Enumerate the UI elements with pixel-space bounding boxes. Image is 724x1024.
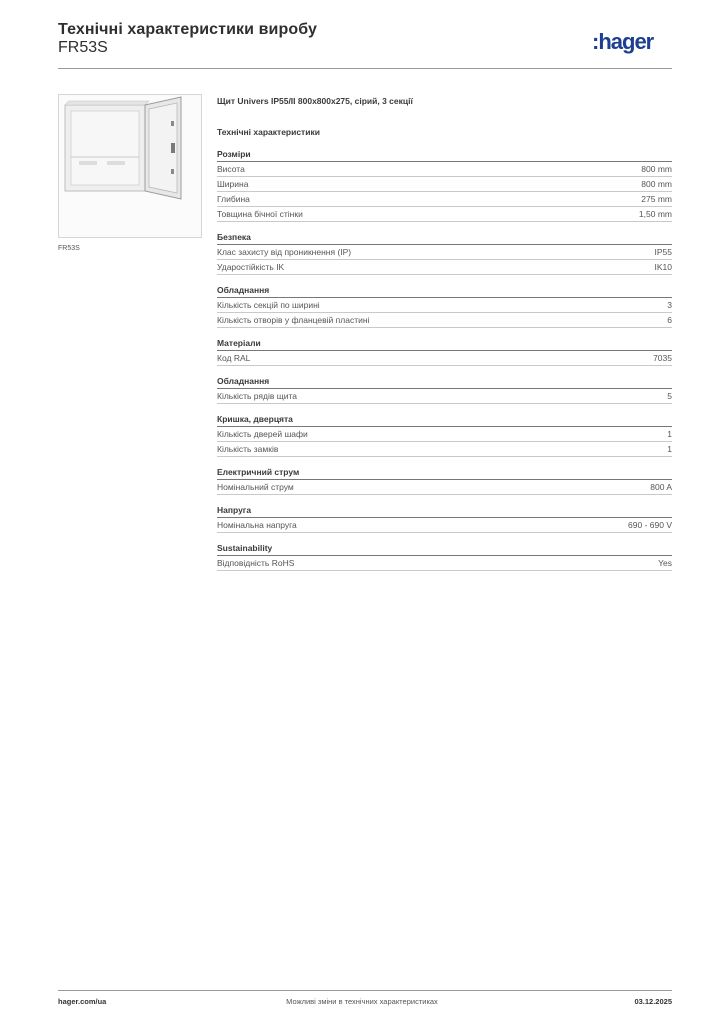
spec-value: 800 mm — [641, 179, 672, 189]
spec-row — [217, 427, 672, 442]
spec-group — [217, 230, 672, 275]
spec-label: Висота — [217, 164, 245, 174]
spec-row — [217, 162, 672, 177]
hager-logo: :hager — [592, 29, 654, 54]
spec-value: 275 mm — [641, 194, 672, 204]
spec-label: Ударостійкість IK — [217, 262, 285, 272]
footer-date: 03.12.2025 — [634, 997, 672, 1006]
section-title: Технічні характеристики — [217, 127, 320, 137]
spec-group — [217, 336, 672, 366]
spec-value: 1 — [667, 444, 672, 454]
enclosure-illustration — [59, 95, 201, 237]
spec-label: Ширина — [217, 179, 249, 189]
spec-group — [217, 503, 672, 533]
spec-row — [217, 480, 672, 495]
spec-value: 800 A — [650, 482, 672, 492]
spec-label: Клас захисту від проникнення (IP) — [217, 247, 352, 257]
spec-value: 1 — [667, 429, 672, 439]
spec-value: 800 mm — [641, 164, 672, 174]
spec-group-title: Безпека — [217, 230, 672, 245]
spec-group-title: Напруга — [217, 503, 672, 518]
spec-value: 1,50 mm — [638, 209, 672, 219]
spec-label: Номінальна напруга — [217, 520, 297, 530]
spec-label: Номінальний струм — [217, 482, 294, 492]
spec-label: Код RAL — [217, 353, 251, 363]
spec-value: Yes — [658, 558, 672, 568]
spec-group-title: Sustainability — [217, 541, 672, 556]
spec-group-title: Кришка, дверцята — [217, 412, 672, 427]
spec-row — [217, 351, 672, 366]
spec-group — [217, 412, 672, 457]
spec-label: Товщина бічної стінки — [217, 209, 303, 219]
spec-group — [217, 465, 672, 495]
spec-value: 6 — [667, 315, 672, 325]
spec-group — [217, 283, 672, 328]
spec-row — [217, 313, 672, 328]
page-title: Технічні характеристики виробу — [58, 21, 317, 38]
spec-row — [217, 556, 672, 571]
spec-row — [217, 177, 672, 192]
spec-group — [217, 541, 672, 571]
image-caption: FR53S — [58, 245, 80, 252]
spec-label: Кількість рядів щита — [217, 391, 297, 401]
spec-label: Глибина — [217, 194, 250, 204]
spec-groups — [217, 147, 672, 571]
spec-group-title: Матеріали — [217, 336, 672, 351]
spec-sheet — [217, 94, 672, 571]
spec-value: 5 — [667, 391, 672, 401]
spec-value: 7035 — [653, 353, 672, 363]
spec-row — [217, 207, 672, 222]
header-divider — [58, 68, 672, 69]
spec-value: IK10 — [654, 262, 672, 272]
spec-row — [217, 442, 672, 457]
spec-row — [217, 260, 672, 275]
product-image — [58, 94, 202, 238]
product-code: FR53S — [58, 39, 108, 56]
spec-group — [217, 374, 672, 404]
spec-group-title: Обладнання — [217, 283, 672, 298]
spec-group-title: Електричний струм — [217, 465, 672, 480]
spec-label: Кількість замків — [217, 444, 279, 454]
spec-row — [217, 389, 672, 404]
spec-label: Кількість секцій по ширині — [217, 300, 320, 310]
spec-value: 3 — [667, 300, 672, 310]
spec-label: Кількість дверей шафи — [217, 429, 308, 439]
spec-row — [217, 518, 672, 533]
spec-group — [217, 147, 672, 222]
spec-row — [217, 192, 672, 207]
spec-row — [217, 245, 672, 260]
spec-group-title: Розміри — [217, 147, 672, 162]
product-name: Щит Univers IP55/II 800x800x275, сірий, 3 секції — [217, 96, 413, 106]
spec-group-title: Обладнання — [217, 374, 672, 389]
spec-value: IP55 — [654, 247, 672, 257]
spec-value: 690 - 690 V — [628, 520, 672, 530]
footer-website[interactable]: hager.com/ua — [58, 997, 107, 1006]
footer-divider — [58, 990, 672, 991]
spec-label: Кількість отворів у фланцевій пластині — [217, 315, 370, 325]
spec-row — [217, 298, 672, 313]
spec-label: Відповідність RoHS — [217, 558, 295, 568]
footer-notice: Можливі зміни в технічних характеристиках — [286, 997, 438, 1006]
